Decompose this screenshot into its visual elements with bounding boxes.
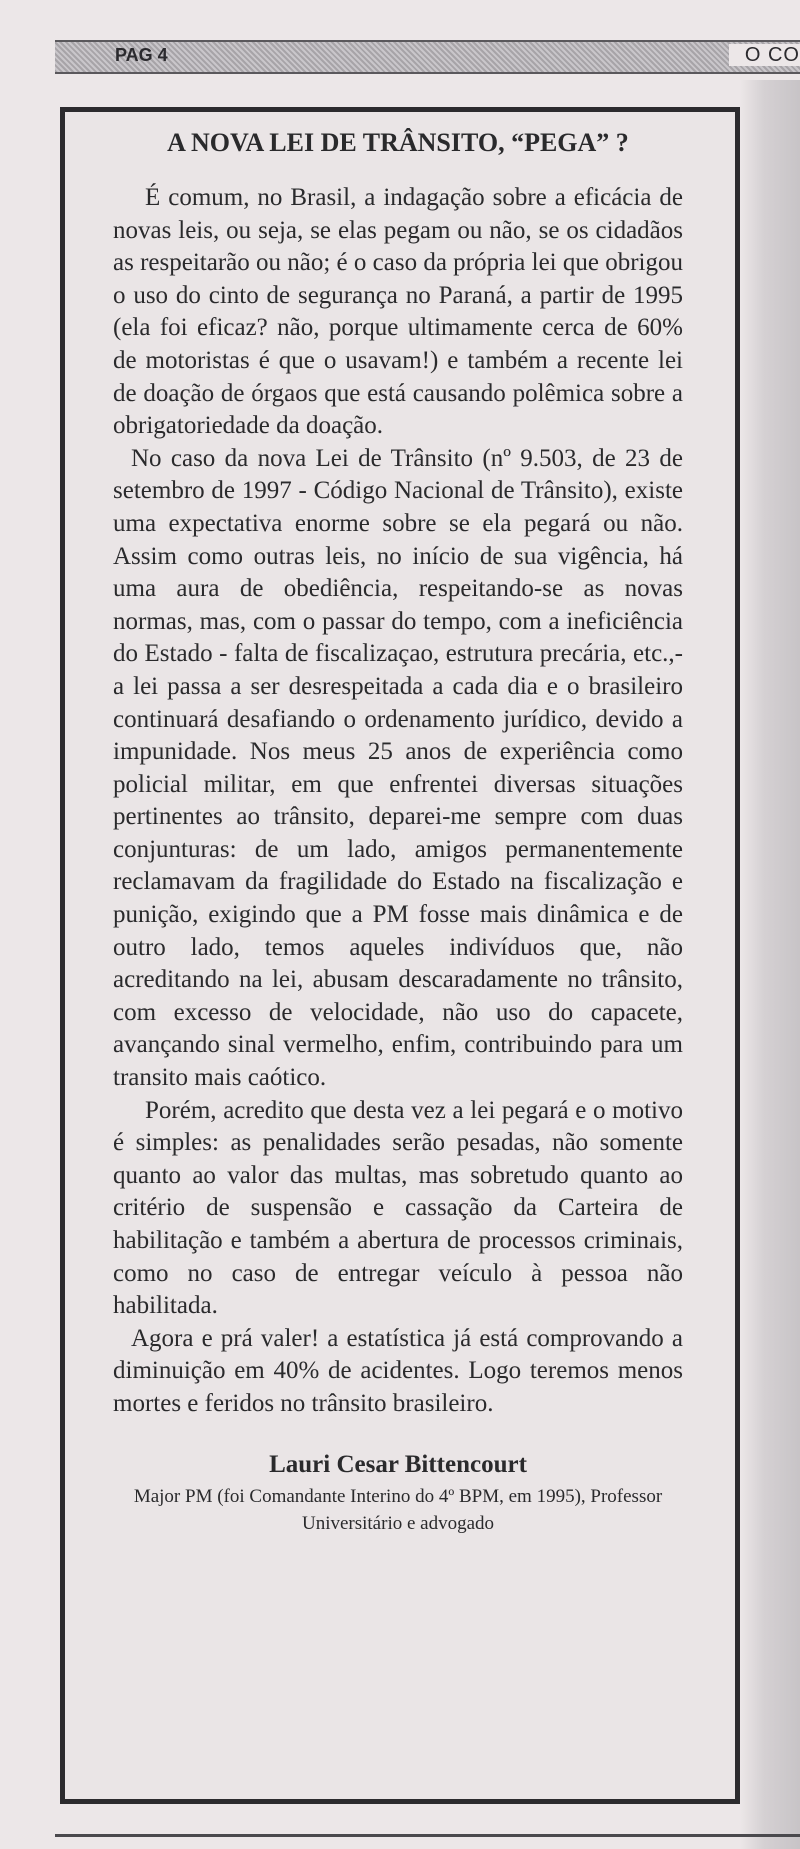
adjacent-page-bleed — [740, 80, 800, 1849]
author-role: Major PM (foi Comandante Interino do 4º BPM, em 1995), Professor Universitário e advogado — [133, 1485, 663, 1534]
article-headline: A NOVA LEI DE TRÂNSITO, “PEGA” ? — [167, 128, 629, 157]
author-name: Lauri Cesar Bittencourt — [269, 1450, 527, 1478]
page-number-label: PAG 4 — [115, 45, 168, 65]
article-frame — [60, 107, 740, 1804]
author-signature — [113, 1447, 683, 1537]
article-content — [113, 126, 683, 1537]
article-paragraph: No caso da nova Lei de Trânsito (nº 9.503, de 23 de setembro de 1997 - Código Nacional de Trânsito), existe uma expectativa enorme sobre se ela pegará ou não. Assim como outras leis, no início de sua vigência, há uma aura de obediência, respeitando-se as novas normas, mas, com o passar do tempo, com a ineficiência do Estado - falta de fiscalizaçao, estrutura precária, etc.,- a lei passa a ser desrespeitada a cada dia e o brasileiro continuará desafiando o ordenamento jurídico, devido a impunidade. Nos meus 25 anos de experiência como policial militar, em que enfrentei diversas situações pertinentes ao trânsito, deparei-me sempre com duas conjunturas: de um lado, amigos permanentemente reclamavam da fragilidade do Estado na fiscalização e punição, exigindo que a PM fosse mais dinâmica e de outro lado, temos aqueles indivíduos que, não acreditando na lei, abusam descaradamente no trânsito, com excesso de velocidade, não uso do capacete, avançando sinal vermelho, enfim, contribuindo para um transito mais caótico. — [113, 444, 683, 1092]
article-paragraph: Porém, acredito que desta vez a lei pegará e o motivo é simples: as penalidades serão pesadas, não somente quanto ao valor das multas, mas sobretudo quanto ao critério de suspensão e cassação da Carteira de habilitação e também a abertura de processos criminais, como no caso de entregar veículo à pessoa não habilitada. — [113, 1096, 683, 1320]
bottom-rule — [55, 1834, 800, 1837]
article-paragraph: Agora e prá valer! a estatística já está comprovando a diminuição em 40% de acidentes. Logo teremos menos mortes e feridos no trânsito brasileiro. — [113, 1324, 683, 1417]
newspaper-name: O CO — [729, 44, 800, 66]
article-paragraph: É comum, no Brasil, a indagação sobre a eficácia de novas leis, ou seja, se elas pegam ou não, se os cidadãos as respeitarão ou não; é o caso da própria lei que obrigou o uso do cinto de segurança no Paraná, a partir de 1995 (ela foi eficaz? não, porque ultimamente cerca de 60% de motoristas é que o usavam!) e também a recente lei de doação de órgaos que está causando polêmica sobre a obrigatoriedade da doação. — [113, 184, 683, 440]
article-body — [113, 182, 683, 1421]
